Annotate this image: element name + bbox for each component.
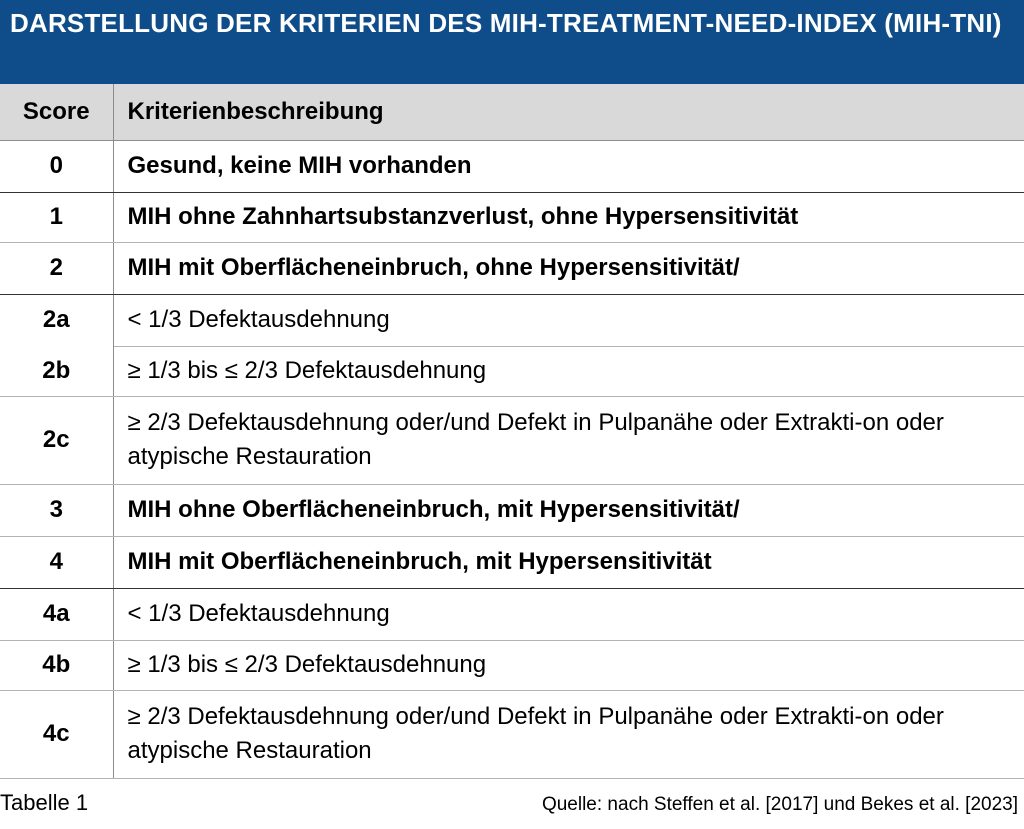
table-row	[0, 536, 1024, 588]
score-cell: 4b	[0, 640, 113, 690]
table-caption: Tabelle 1	[0, 790, 89, 815]
score-cell: 2b	[0, 346, 113, 396]
table-row	[0, 346, 1024, 396]
description-cell: MIH ohne Oberflächeneinbruch, mit Hypersensitivität/	[113, 484, 1024, 536]
score-cell: 4	[0, 536, 113, 588]
description-cell: MIH ohne Zahnhartsubstanzverlust, ohne Hypersensitivität	[113, 192, 1024, 242]
score-cell: 2	[0, 242, 113, 294]
table-row	[0, 396, 1024, 484]
table-row	[0, 192, 1024, 242]
score-cell: 4a	[0, 588, 113, 640]
score-cell: 0	[0, 140, 113, 192]
description-cell: ≥ 2/3 Defektausdehnung oder/und Defekt in Pulpanähe oder Extrakti-on oder atypische Restauration	[113, 690, 1024, 778]
table-title: DARSTELLUNG DER KRITERIEN DES MIH-TREATMENT-NEED-INDEX (MIH-TNI)	[0, 0, 1024, 84]
score-cell: 2a	[0, 294, 113, 346]
score-column-header: Score	[0, 84, 113, 140]
description-cell: Gesund, keine MIH vorhanden	[113, 140, 1024, 192]
criteria-table	[0, 84, 1024, 779]
score-cell: 1	[0, 192, 113, 242]
table-row	[0, 690, 1024, 778]
description-column-header: Kriterienbeschreibung	[113, 84, 1024, 140]
table-row	[0, 140, 1024, 192]
table-row	[0, 484, 1024, 536]
description-cell: ≥ 1/3 bis ≤ 2/3 Defektausdehnung	[113, 346, 1024, 396]
table-row	[0, 588, 1024, 640]
table-row	[0, 242, 1024, 294]
source-note: Quelle: nach Steffen et al. [2017] und Bekes et al. [2023]	[541, 794, 1018, 815]
table-row	[0, 640, 1024, 690]
table-header-row	[0, 84, 1024, 140]
description-cell: MIH mit Oberflächeneinbruch, mit Hypersensitivität	[113, 536, 1024, 588]
description-cell: < 1/3 Defektausdehnung	[113, 294, 1024, 346]
score-cell: 3	[0, 484, 113, 536]
description-cell: < 1/3 Defektausdehnung	[113, 588, 1024, 640]
score-cell: 4c	[0, 690, 113, 778]
description-cell: MIH mit Oberflächeneinbruch, ohne Hypersensitivität/	[113, 242, 1024, 294]
description-cell: ≥ 2/3 Defektausdehnung oder/und Defekt in Pulpanähe oder Extrakti-on oder atypische Restauration	[113, 396, 1024, 484]
table-row	[0, 294, 1024, 346]
score-cell: 2c	[0, 396, 113, 484]
description-cell: ≥ 1/3 bis ≤ 2/3 Defektausdehnung	[113, 640, 1024, 690]
